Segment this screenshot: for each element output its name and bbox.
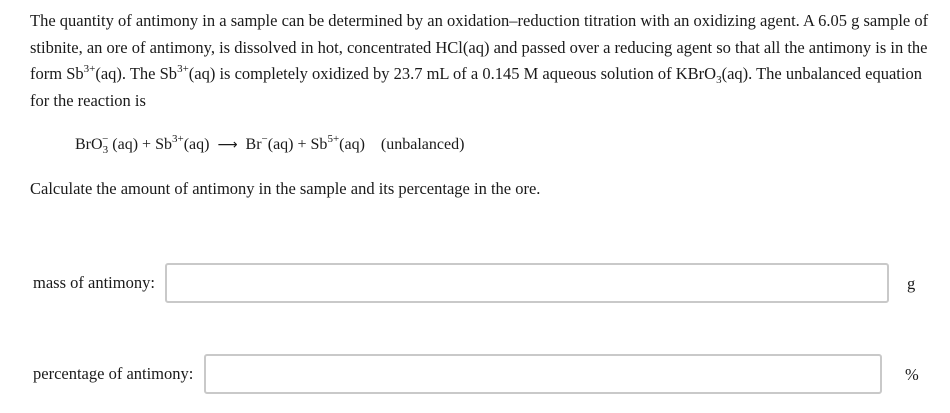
unbalanced-note: (unbalanced) [380, 136, 465, 153]
sb-charge-superscript: 3+ [83, 63, 96, 75]
sb-charge-superscript: 3+ [177, 63, 189, 75]
bromate-subscript: 3 [102, 144, 109, 156]
equation-text: (aq) + Sb [112, 136, 172, 153]
problem-text-4: (aq). The unbalanced equation for the reaction is [30, 64, 922, 110]
question-prompt: Calculate the amount of antimony in the sample and its percentage in the ore. [30, 179, 541, 198]
bromate-formula: BrO [75, 136, 103, 153]
bromide-charge: − [261, 133, 268, 145]
reaction-equation [75, 133, 464, 157]
problem-statement [30, 8, 930, 114]
percentage-label: percentage of antimony: [33, 364, 194, 383]
bromate-charge: − [102, 133, 109, 145]
sb5-charge: 5+ [327, 133, 340, 145]
problem-text-2: (aq). The Sb [95, 64, 178, 83]
kbro3-subscript: 3 [716, 74, 722, 86]
equation-text: (aq) [339, 136, 365, 153]
mass-label: mass of antimony: [33, 273, 155, 292]
percentage-answer-row [33, 354, 882, 394]
problem-text-1: The quantity of antimony in a sample can be determined by an oxidation–reduction titration with an oxidizing agent. A 6.05 g sample of stibnite, an ore of antimony, is dissolved in hot, concentrated HCl(aq) and passed over a reducing agent so that all the antimony is in the form Sb [30, 11, 929, 83]
percentage-unit: % [905, 365, 919, 384]
reaction-arrow-icon: ⟶ [217, 137, 238, 153]
mass-unit: g [907, 274, 916, 293]
equation-text: (aq) + Sb [267, 136, 328, 153]
problem-text-3: (aq) is completely oxidized by 23.7 mL of a 0.145 M aqueous solution of KBrO [188, 64, 717, 83]
sb3-charge: 3+ [171, 133, 184, 145]
percentage-input[interactable] [204, 354, 882, 394]
problem-paragraph [30, 8, 930, 114]
mass-answer-row [33, 263, 889, 303]
equation-text: (aq) [183, 136, 210, 153]
bromide-formula: Br [245, 136, 262, 153]
mass-input[interactable] [165, 263, 889, 303]
